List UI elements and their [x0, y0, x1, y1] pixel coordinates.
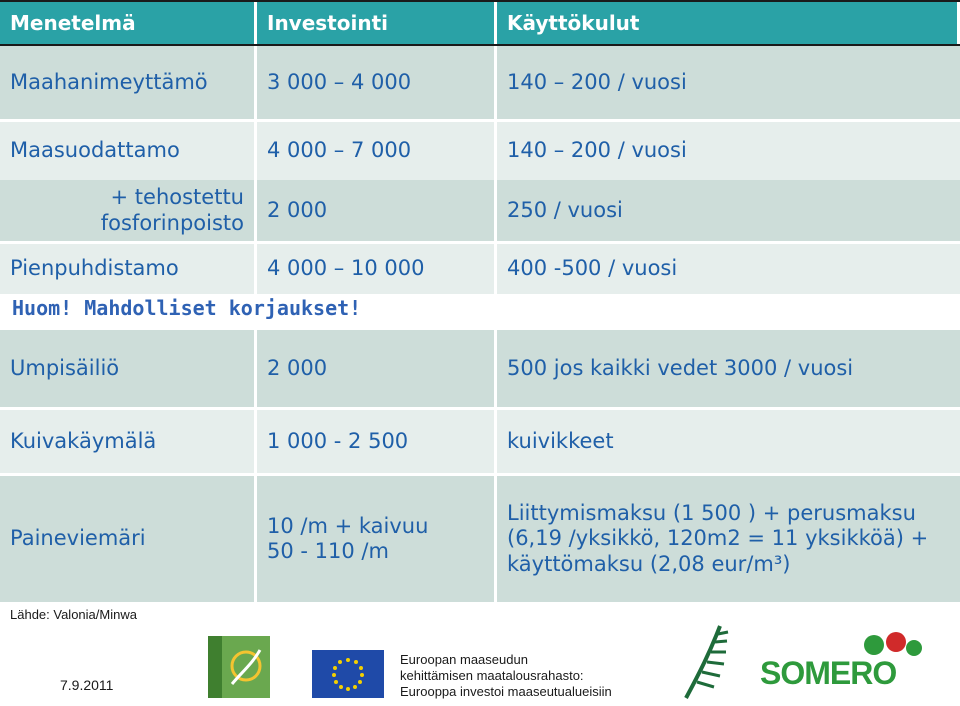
header-costs: Käyttökulut [497, 2, 960, 44]
table-header [0, 0, 960, 46]
table-row [0, 476, 960, 602]
investment-cell [257, 476, 497, 602]
table-row [0, 46, 960, 122]
cost-cell: 500 jos kaikki vedet 3000 / vuosi [497, 330, 960, 410]
header-method: Menetelmä [0, 2, 257, 44]
investment-cell: 4 000 – 7 000 [257, 122, 497, 180]
method-cell: Umpisäiliö [0, 330, 257, 410]
eu-flag-icon [312, 650, 384, 698]
leader-logo-icon [208, 636, 270, 698]
note: Huom! Mahdolliset korjaukset! [12, 296, 362, 320]
investment-cell: 1 000 - 2 500 [257, 410, 497, 476]
investment-cell: 3 000 – 4 000 [257, 46, 497, 122]
cost-cell: Liittymismaksu (1 500 ) + perusmaksu (6,19 /yksikkö, 120m2 = 11 yksikköä) + käyttömaksu (2,08 eur/m³) [507, 501, 929, 576]
eu-fund-text [400, 652, 612, 700]
cost-cell: 140 – 200 / vuosi [497, 46, 960, 122]
investment-cell: 2 000 [257, 180, 497, 244]
cost-cell: kuivikkeet [497, 410, 960, 476]
header-investment: Investointi [257, 2, 497, 44]
cost-cell: 400 -500 / vuosi [507, 256, 678, 281]
eu-text-line: Euroopan maaseudun [400, 652, 528, 667]
investment-line: 10 /m + kaivuu [267, 513, 429, 538]
method-cell: Maahanimeyttämö [0, 46, 257, 122]
date: 7.9.2011 [60, 677, 114, 693]
table-row [0, 410, 960, 476]
investment-cell: 2 000 [257, 330, 497, 410]
method-cell: Pienpuhdistamo [0, 244, 257, 294]
method-cell: Paineviemäri [0, 476, 257, 602]
somero-logo-text: SOMERO [760, 655, 897, 691]
method-cell: Kuivakäymälä [0, 410, 257, 476]
table-row [0, 180, 960, 244]
investment-line: 50 - 110 /m [267, 539, 389, 563]
eu-text-line: kehittämisen maatalousrahasto: [400, 668, 584, 683]
fern-logo-icon [680, 622, 732, 702]
cost-cell: 250 / vuosi [497, 180, 960, 244]
table-row [0, 244, 960, 294]
method-cell: Maasuodattamo [0, 122, 257, 180]
table-row [0, 330, 960, 410]
investment-cell: 4 000 – 10 000 [257, 244, 497, 294]
table-row [0, 122, 960, 180]
source: Lähde: Valonia/Minwa [10, 607, 137, 622]
method-cell: + tehostettu fosforinpoisto [0, 180, 257, 244]
eu-text-line: Eurooppa investoi maaseutualueisiin [400, 684, 612, 699]
cost-cell: 140 – 200 / vuosi [507, 138, 687, 163]
